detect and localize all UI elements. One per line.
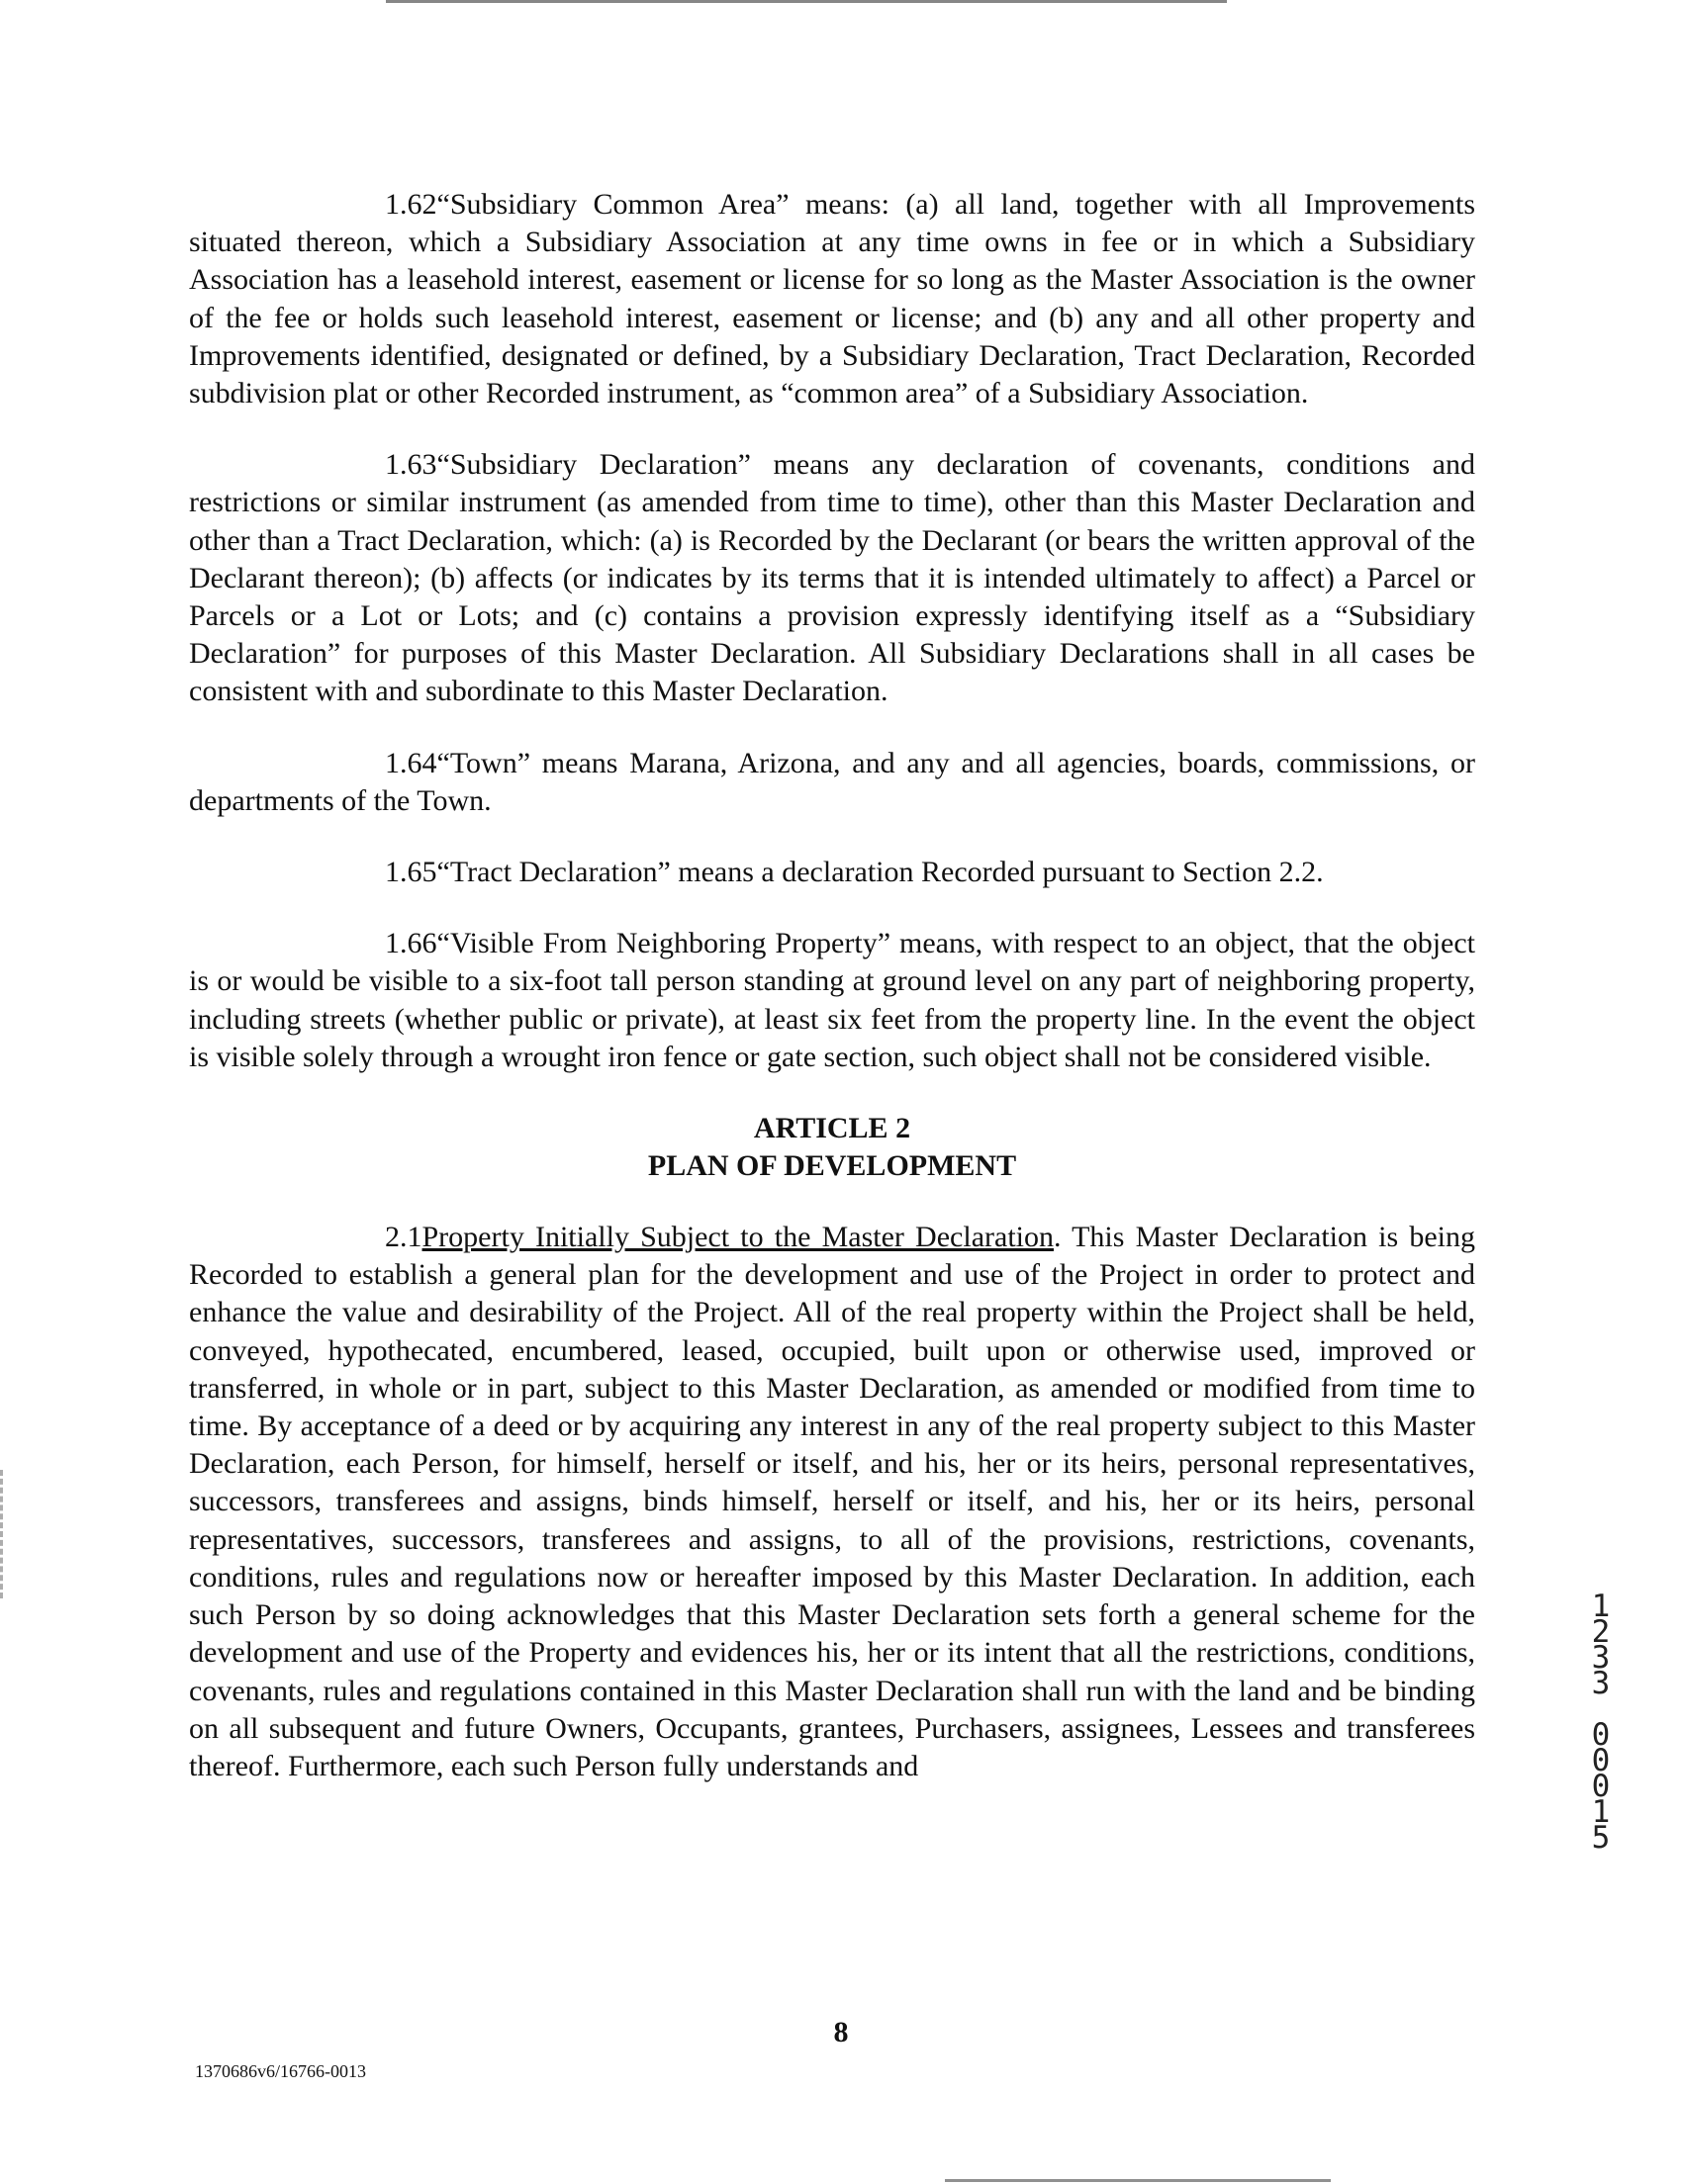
scan-left-marks xyxy=(0,1470,6,1598)
paragraph-text: “Subsidiary Common Area” means: (a) all land, together with all Improvements situated thereon, which a Subsidiary Association at any time owns in fee or in which a Subsidiary Association has a leasehold interest, easement or license for so long as the Master Association is the owner of the fee or holds such leasehold interest, easement or license; and (b) any and all other property and Improvements identified, designated or defined, by a Subsidiary Declaration, Tract Declaration, Recorded subdivision plat or other Recorded instrument, as “common area” of a Subsidiary Association. xyxy=(189,188,1475,410)
stamp-char: 2 xyxy=(1591,1614,1611,1650)
scan-top-edge xyxy=(386,0,1227,3)
paragraph-number: 1.62 xyxy=(385,188,437,221)
paragraph-1-64 xyxy=(189,745,1475,820)
scan-bottom-edge xyxy=(945,2179,1331,2182)
paragraph-number: 1.65 xyxy=(385,856,437,889)
section-heading: Property Initially Subject to the Master Declaration xyxy=(421,1221,1054,1254)
stamp-char: 1 xyxy=(1591,1794,1611,1830)
section-text: . This Master Declaration is being Recorded to establish a general plan for the development and use of the Project in order to protect and enhance the value and desirability of the Project. All of the real property within the Project shall be held, conveyed, hypothecated, encumbered, leased, occupied, built upon or otherwise used, improved or transferred, in whole or in part, subject to this Master Declaration, as amended or modified from time to time. By acceptance of a deed or by acquiring any interest in any of the real property subject to this Master Declaration, each Person, for himself, herself or itself, and his, her or its heirs, personal representatives, successors, transferees and assigns, binds himself, herself or itself, and his, her or its heirs, personal representatives, successors, transferees and assigns, to all of the provisions, restrictions, covenants, conditions, rules and regulations now or hereafter imposed by this Master Declaration. In addition, each such Person by so doing acknowledges that this Master Declaration sets forth a general scheme for the development and use of the Property and evidences his, her or its intent that all the restrictions, conditions, covenants, rules and regulations contained in this Master Declaration shall run with the land and be binding on all subsequent and future Owners, Occupants, grantees, Purchasers, assignees, Lessees and transferees thereof. Furthermore, each such Person fully understands and xyxy=(189,1221,1475,1782)
paragraph-number: 1.63 xyxy=(385,448,437,482)
paragraph-text: “Tract Declaration” means a declaration Recorded pursuant to Section 2.2. xyxy=(436,856,1324,889)
paragraph-number: 1.66 xyxy=(385,927,437,960)
paragraph-text: “Visible From Neighboring Property” means, with respect to an object, that the object is or would be visible to a six-foot tall person standing at ground level on any part of neighboring property, including streets (whether public or private), at least six feet from the property line. In the event the object is visible solely through a wrought iron fence or gate section, such object shall not be considered visible. xyxy=(189,927,1475,1073)
stamp-char: 1 xyxy=(1591,1589,1611,1624)
stamp-char: 0 xyxy=(1591,1717,1611,1753)
page-number: 8 xyxy=(833,2016,849,2048)
article-number: ARTICLE 2 xyxy=(753,1112,911,1145)
document-id: 1370686v6/16766-0013 xyxy=(195,2061,366,2081)
article-heading xyxy=(189,1110,1475,1185)
paragraph-1-66 xyxy=(189,925,1475,1076)
stamp-char: 3 xyxy=(1591,1640,1611,1676)
paragraph-1-63 xyxy=(189,446,1475,710)
document-body xyxy=(189,186,1475,1819)
stamp-char: 0 xyxy=(1591,1743,1611,1778)
paragraph-1-62 xyxy=(189,186,1475,412)
paragraph-number: 1.64 xyxy=(385,746,437,779)
stamp-char: 3 xyxy=(1591,1666,1611,1701)
margin-recording-stamp xyxy=(1586,1589,1616,1856)
section-number: 2.1 xyxy=(385,1221,422,1254)
section-2-1 xyxy=(189,1219,1475,1785)
stamp-char: 5 xyxy=(1591,1820,1611,1856)
stamp-char: 0 xyxy=(1591,1769,1611,1804)
paragraph-1-65 xyxy=(189,854,1475,891)
paragraph-text: “Subsidiary Declaration” means any declaration of covenants, conditions and restrictions or similar instrument (as amended from time to time), other than this Master Declaration and other than a Tract Declaration, which: (a) is Recorded by the Declarant (or bears the written approval of the Declarant thereon); (b) affects (or indicates by its terms that it is intended ultimately to affect) a Parcel or Parcels or a Lot or Lots; and (c) contains a provision expressly identifying itself as a “Subsidiary Declaration” for purposes of this Master Declaration. All Subsidiary Declarations shall in all cases be consistent with and subordinate to this Master Declaration. xyxy=(189,448,1475,708)
article-title: PLAN OF DEVELOPMENT xyxy=(647,1149,1017,1183)
paragraph-text: “Town” means Marana, Arizona, and any and all agencies, boards, commissions, or departments of the Town. xyxy=(189,746,1475,817)
